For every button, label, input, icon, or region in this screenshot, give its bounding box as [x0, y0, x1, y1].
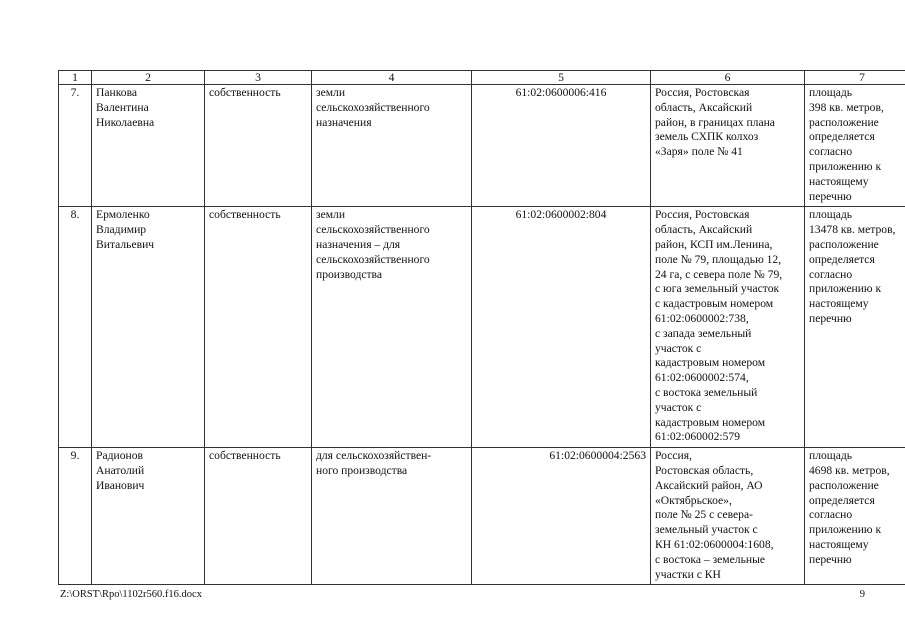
row-number: 8. — [59, 207, 92, 448]
file-path-footer: Z:\ORST\Rpo\1102r560.f16.docx — [60, 589, 202, 600]
column-header: 3 — [205, 71, 312, 85]
location-description: Россия, Ростовская область, Аксайский район, КСП им.Ленина, поле № 79, площадью 12, 24 га, с севера поле № 79, с юга земельный участок с кадастровым номером 61:02:0600002:738, с запада земельный участок с кадастровым номером 61:02:0600002:574, с востока земельный участок с кадастровым номером 61:02:060002:579 — [651, 207, 805, 448]
column-header: 1 — [59, 71, 92, 85]
page-number: 9 — [859, 589, 865, 600]
column-header: 6 — [651, 71, 805, 85]
location-description: Россия, Ростовская область, Аксайский район, в границах плана земель СХПК колхоз «Заря» поле № 41 — [651, 85, 805, 207]
row-number: 7. — [59, 85, 92, 207]
column-header: 4 — [312, 71, 472, 85]
owner-name: Радионов Анатолий Иванович — [92, 448, 205, 585]
right-type: собственность — [205, 85, 312, 207]
table-header-row — [59, 71, 905, 85]
cadastral-number: 61:02:0600006:416 — [472, 85, 651, 207]
area-description: площадь 398 кв. метров, расположение определяется согласно приложению к настоящему перечню — [805, 85, 905, 207]
table-row — [59, 85, 905, 207]
table-row — [59, 207, 905, 448]
owner-name: Ермоленко Владимир Витальевич — [92, 207, 205, 448]
land-category: земли сельскохозяйственного назначения – для сельскохозяйственного производства — [312, 207, 472, 448]
column-header: 7 — [805, 71, 905, 85]
right-type: собственность — [205, 448, 312, 585]
cadastral-number: 61:02:0600004:2563 — [472, 448, 651, 585]
row-number: 9. — [59, 448, 92, 585]
cadastral-number: 61:02:0600002:804 — [472, 207, 651, 448]
land-category: земли сельскохозяйственного назначения — [312, 85, 472, 207]
column-header: 2 — [92, 71, 205, 85]
table-row — [59, 448, 905, 585]
owner-name: Панкова Валентина Николаевна — [92, 85, 205, 207]
column-header: 5 — [472, 71, 651, 85]
area-description: площадь 13478 кв. метров, расположение определяется согласно приложению к настоящему перечню — [805, 207, 905, 448]
area-description: площадь 4698 кв. метров, расположение определяется согласно приложению к настоящему перечню — [805, 448, 905, 585]
land-plots-table — [58, 70, 905, 585]
location-description: Россия, Ростовская область, Аксайский район, АО «Октябрьское», поле № 25 с севера- земельный участок с КН 61:02:0600004:1608, с востока – земельные участки с КН — [651, 448, 805, 585]
right-type: собственность — [205, 207, 312, 448]
land-category: для сельскохозяйствен- ного производства — [312, 448, 472, 585]
